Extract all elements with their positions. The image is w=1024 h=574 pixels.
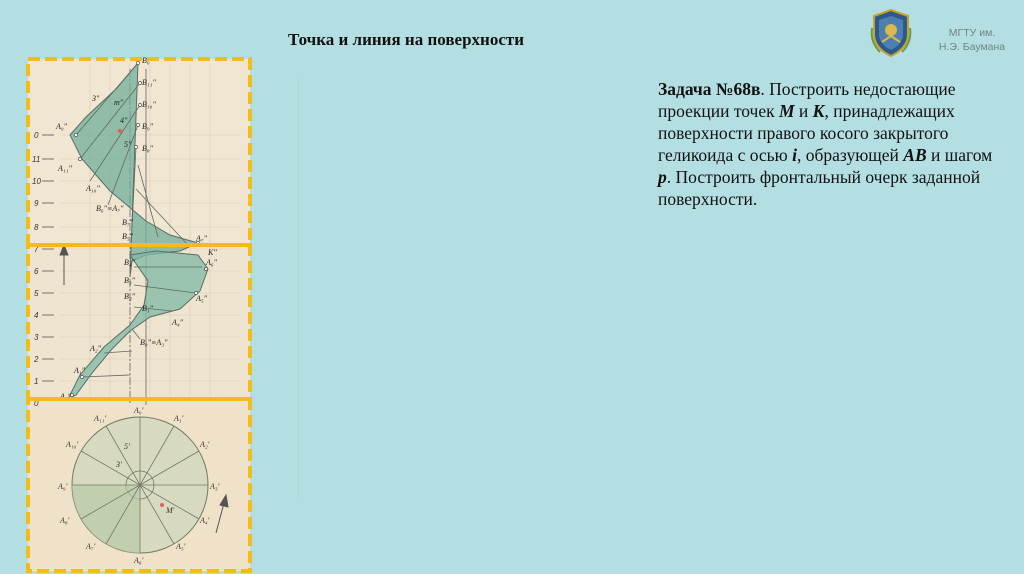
axis-i: i [792, 145, 797, 165]
label-a5: A₅" [196, 294, 208, 303]
label-b10: B₁₀" [142, 100, 156, 109]
label-b8: B₈" [142, 144, 154, 153]
scale-label: 5 [34, 289, 39, 298]
label-h-a3: A₃' [210, 482, 220, 491]
label-b0: B₀" [142, 56, 154, 65]
label-3: 3" [92, 94, 100, 103]
generatrix-ab: АВ [903, 145, 927, 165]
scale-label: 6 [34, 267, 39, 276]
label-h-a2: A₂' [200, 440, 210, 449]
scale-label: 11 [32, 155, 41, 164]
label-b2: B₂" [124, 292, 136, 301]
label-b6-a7: B₆"≡A₇" [96, 204, 124, 213]
point-m-marker [118, 129, 122, 133]
label-b5: B₅" [122, 232, 134, 241]
scale-label: 2 [34, 355, 39, 364]
label-b1: B₁" [142, 304, 154, 313]
task-text-4: , образующей [797, 145, 904, 165]
label-h-m: M' [166, 506, 175, 515]
horizontal-projection [72, 417, 208, 553]
scale-label: 1 [34, 377, 39, 386]
point-k: К [812, 101, 825, 121]
label-b0-a3: B₀"≡A₃" [140, 338, 168, 347]
label-a1: A₁" [74, 366, 86, 375]
label-h-5: 5' [124, 442, 130, 451]
label-b3: B₃" [124, 276, 136, 285]
label-h-a6: A₆' [134, 556, 144, 565]
university-line-1: МГТУ им. [948, 27, 996, 39]
pitch-p: р [658, 167, 667, 187]
label-h-a4: A₄' [200, 516, 210, 525]
task-text-2: и [794, 101, 813, 121]
scale-label: 4 [34, 311, 39, 320]
label-h-a1: A₁' [174, 414, 184, 423]
label-b7: B₇" [122, 218, 134, 227]
label-h-a11: A₁₁' [94, 414, 107, 423]
label-h-a0: A₀' [134, 406, 144, 415]
scale-label: 7 [34, 245, 39, 254]
task-text-1: . Построить недостающие проекции точек [658, 79, 956, 121]
task-text-6: . Построить фронтальный очерк заданной поверхности. [658, 167, 981, 209]
task-text-5: и шагом [926, 145, 993, 165]
label-a0: A₀" [56, 122, 68, 131]
label-h-3: 3' [116, 460, 122, 469]
label-4: 4" [120, 116, 128, 125]
label-a4: A₄" [172, 318, 184, 327]
label-h-a10: A₁₀' [66, 440, 79, 449]
label-a2: A₂" [90, 344, 102, 353]
scale-label: 10 [32, 177, 41, 186]
label-h-a5: A₅' [176, 542, 186, 551]
label-b4: B₄" [124, 258, 136, 267]
faint-guide-line [298, 78, 299, 498]
scale-label: 9 [34, 199, 39, 208]
task-text [658, 78, 998, 210]
scale-label: 3 [34, 333, 39, 342]
label-h-a9: A₉' [58, 482, 68, 491]
scale-label: 8 [34, 223, 39, 232]
label-a0-bottom: A₀" [60, 392, 72, 401]
label-h-a8: A₈' [60, 516, 70, 525]
label-5: 5" [124, 140, 132, 149]
label-a7: A₇" [196, 234, 208, 243]
university-emblem-icon [868, 8, 914, 58]
point-m: М [778, 101, 795, 121]
task-label: Задача №68в [658, 79, 761, 99]
university-name [922, 26, 1022, 54]
label-m: m" [114, 98, 124, 107]
label-b11: B₁₁" [142, 78, 156, 87]
label-a6: A₆" [206, 258, 218, 267]
helicoid-drawing [20, 55, 256, 574]
label-b9: B₉" [142, 122, 154, 131]
page-title: Точка и линия на поверхности [288, 30, 525, 49]
label-k: K" [208, 248, 217, 257]
scale-label: 0 [34, 131, 39, 140]
label-h-a7: A₇' [86, 542, 96, 551]
label-a11: A₁₁" [58, 164, 72, 173]
task-text-3: , принадлежащих поверхности правого косого закрытого геликоида с осью [658, 101, 955, 165]
label-a10: A₁₀" [86, 184, 100, 193]
scale-label: 0 [34, 399, 39, 408]
university-line-2: Н.Э. Баумана [938, 41, 1006, 53]
